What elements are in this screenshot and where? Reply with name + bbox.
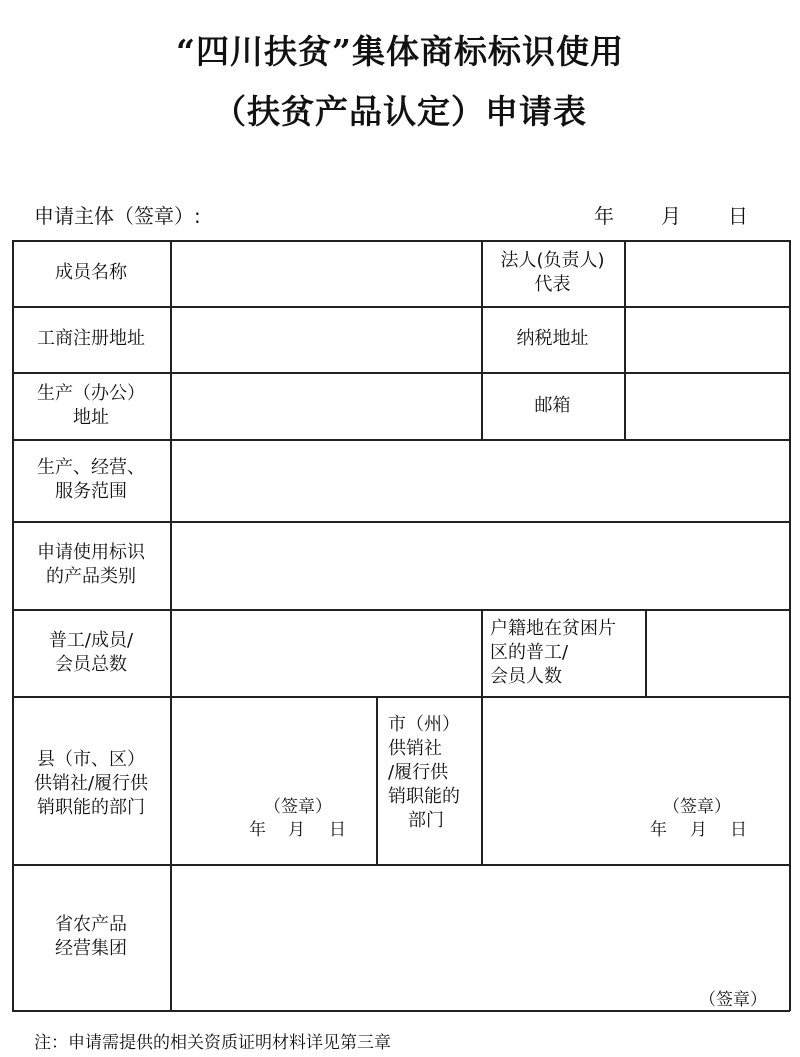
form-title-line1: “四川扶贫”集体商标标识使用: [176, 32, 624, 71]
email-field[interactable]: [625, 372, 789, 439]
tax-address-label: 纳税地址: [516, 328, 589, 349]
business-scope-label: 生产、经营、 服务范围: [37, 457, 145, 502]
header-date-year: 年: [594, 204, 614, 228]
county-dept-label: 县（市、区） 供销社/履行供 销职能的部门: [33, 749, 149, 818]
legal-rep-field[interactable]: [625, 240, 789, 306]
business-scope-field[interactable]: [171, 439, 789, 521]
table-hline: [12, 1010, 790, 1012]
province-group-signature-area[interactable]: [171, 864, 789, 1010]
poor-area-worker-field[interactable]: [646, 609, 789, 696]
table-vline: [789, 240, 791, 1011]
city-dept-label: 市（州） 供销社 /履行供 销职能的 部门: [388, 714, 460, 831]
city-date-year: 年: [650, 820, 667, 840]
province-group-label: 省农产品 经营集团: [55, 914, 127, 959]
email-label: 邮箱: [534, 394, 571, 416]
product-category-field[interactable]: [171, 521, 789, 609]
city-date-day: 日: [730, 820, 747, 840]
city-date-month: 月: [690, 820, 707, 840]
office-address-field[interactable]: [171, 372, 481, 439]
applicant-signature-label: 申请主体（签章）:: [34, 204, 201, 228]
header-date-day: 日: [728, 204, 748, 228]
county-date-month: 月: [288, 820, 305, 840]
business-address-field[interactable]: [171, 306, 481, 372]
product-category-label: 申请使用标识 的产品类别: [37, 542, 145, 587]
county-date-day: 日: [329, 820, 346, 840]
worker-count-label: 普工/成员/ 会员总数: [48, 629, 134, 675]
member-name-label: 成员名称: [55, 262, 127, 283]
office-address-label: 生产（办公） 地址: [37, 382, 145, 428]
header-date-month: 月: [661, 204, 681, 228]
footer-note: 注：申请需提供的相关资质证明材料详见第三章: [34, 1033, 391, 1053]
poor-area-worker-label: 户籍地在贫困片 区的普工/ 会员人数: [490, 617, 616, 687]
business-address-label: 工商注册地址: [37, 328, 145, 349]
county-stamp-label: （签章）: [264, 797, 332, 817]
legal-rep-label: 法人(负责人) 代表: [500, 250, 605, 295]
form-title-line2: （扶贫产品认定）申请表: [213, 92, 587, 131]
member-name-field[interactable]: [171, 240, 481, 306]
tax-address-field[interactable]: [625, 306, 789, 372]
county-date-year: 年: [249, 820, 266, 840]
city-stamp-label: （签章）: [663, 797, 731, 817]
worker-count-field[interactable]: [171, 609, 481, 696]
province-stamp-label: （签章）: [699, 990, 767, 1010]
